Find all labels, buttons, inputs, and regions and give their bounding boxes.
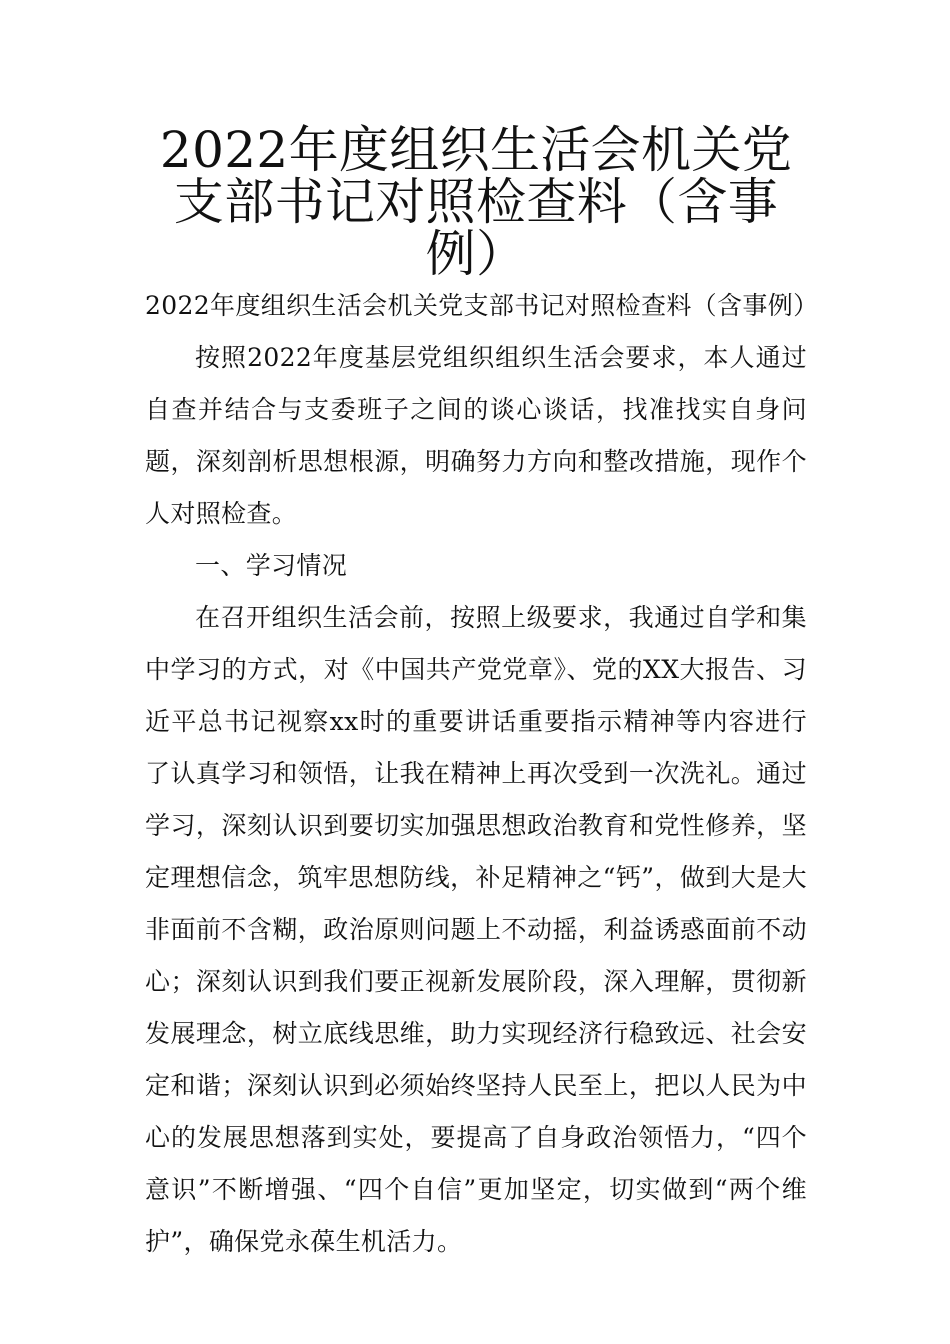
study-paragraph: 在召开组织生活会前，按照上级要求，我通过自学和集中学习的方式，对《中国共产党党章》、党的XX大报告、习近平总书记视察xx时的重要讲话重要指示精神等内容进行了认真学习和领悟，让我在精神上再次受到一次洗礼。通过学习，深刻认识到要切实加强思想政治教育和党性修养，坚定理想信念，筑牢思想防线，补足精神之“钙”，做到大是大非面前不含糊，政治原则问题上不动摇，利益诱惑面前不动心；深刻认识到我们要正视新发展阶段，深入理解，贯彻新发展理念，树立底线思维，助力实现经济行稳致远、社会安定和谐；深刻认识到必须始终坚持人民至上，把以人民为中心的发展思想落到实处，要提高了自身政治领悟力，“四个意识”不断增强、“四个自信”更加坚定，切实做到“两个维护”，确保党永葆生机活力。 <box>145 603 807 1256</box>
intro-paragraph: 按照2022年度基层党组织组织生活会要求，本人通过自查并结合与支委班子之间的谈心谈话，找准找实自身问题，深刻剖析思想根源，明确努力方向和整改措施，现作个人对照检查。 <box>145 343 807 528</box>
document-title-repeat: 2022年度组织生活会机关党支部书记对照检查料（含事例） <box>145 291 819 320</box>
document-body <box>145 121 819 1268</box>
section-heading-study: 一、学习情况 <box>195 551 348 580</box>
document-title: 2022年度组织生活会机关党支部书记对照检查料（含事例） <box>159 121 793 283</box>
